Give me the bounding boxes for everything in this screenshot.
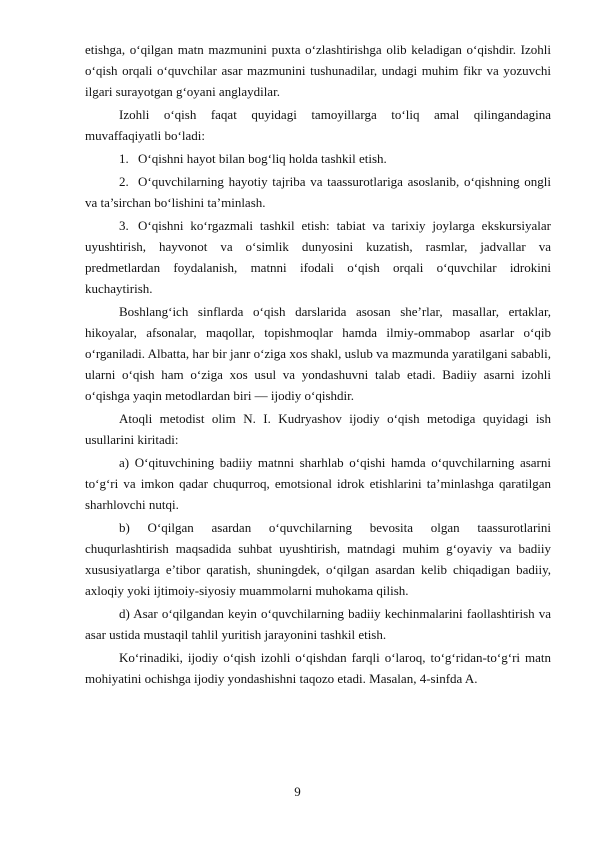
paragraph [85,647,551,689]
document-body [85,39,551,691]
list-item-b [85,517,551,601]
page-number: 9 [294,784,301,799]
paragraph-text: O‘qishni hayot bilan bog‘liq holda tashkil etish. [138,151,387,166]
paragraph-text: O‘quvchilarning hayotiy tajriba va taassurotlariga asoslanib, o‘qishning ongli va ta’sirchan bo‘lishini ta’minlash. [85,174,551,210]
paragraph-text: Boshlang‘ich sinflarda o‘qish darslarida asosan she’rlar, masallar, ertaklar, hikoyalar, afsonalar, maqollar, topishmoqlar hamda ilmiy-ommabop asarlar o‘qib o‘rganiladi. Albatta, har bir janr o‘ziga xos shakl, uslub va mazmunda yaratilgani sababli, ularni o‘qish ham o‘ziga xos usul va yondashuvni talab etadi. Badiiy asarni izohli o‘qishga yaqin metodlardan biri — ijodiy o‘qishdir. [85,304,551,403]
paragraph-text: d) Asar o‘qilgandan keyin o‘quvchilarning badiiy kechinmalarini faollashtirish va asar ustida mustaqil tahlil yuritish jarayonini tashkil etish. [85,606,551,642]
paragraph-text: a) O‘qituvchining badiiy matnni sharhlab o‘qishi hamda o‘quvchilarning asarni to‘g‘ri va imkon qadar chuqurroq, emotsional idrok etishlarini ta’minlashga qaratilgan sharhlovchi nutqi. [85,455,551,512]
numbered-item-3 [85,215,551,299]
item-number: 3. [119,218,129,233]
numbered-item-1 [85,148,551,169]
paragraph-text: Atoqli metodist olim N. I. Kudryashov ijodiy o‘qish metodiga quyidagi ish usullarini kiritadi: [85,411,551,447]
list-item-a [85,452,551,515]
item-number: 1. [119,151,129,166]
paragraph [85,104,551,146]
item-number: 2. [119,174,129,189]
paragraph-text: etishga, o‘qilgan matn mazmunini puxta o‘zlashtirishga olib keladigan o‘qishdir. Izohli o‘qish orqali o‘quvchilar asar mazmunini tushunadilar, undagi muhim fikr va yozuvchi ilgari surayotgan g‘oyani anglaydilar. [85,42,551,99]
paragraph [85,301,551,406]
paragraph-text: b) O‘qilgan asardan o‘quvchilarning bevosita olgan taassurotlarini chuqurlashtirish maqsadida suhbat uyushtirish, matndagi muhim g‘oyaviy va badiiy xususiyatlarga e’tibor qaratish, shuningdek, o‘qilgan asardan kelib chiqadigan badiiy, axloqiy yoki ijtimoiy-siyosiy muammolarni muhokama qilish. [85,520,551,598]
list-item-d [85,603,551,645]
paragraph-text: O‘qishni ko‘rgazmali tashkil etish: tabiat va tarixiy joylarga ekskursiyalar uyushtirish, hayvonot va o‘simlik dunyosini kuzatish, rasmlar, jadvallar va predmetlardan foydalanish, matnni ifodali o‘qish orqali o‘quvchilar idrokini kuchaytirish. [85,218,551,296]
paragraph-text: Izohli o‘qish faqat quyidagi tamoyillarga to‘liq amal qilingandagina muvaffaqiyatli bo‘ladi: [85,107,551,143]
paragraph [85,408,551,450]
paragraph-continuation [85,39,551,102]
numbered-item-2 [85,171,551,213]
paragraph-text: Ko‘rinadiki, ijodiy o‘qish izohli o‘qishdan farqli o‘laroq, to‘g‘ridan-to‘g‘ri matn mohiyatini ochishga ijodiy yondashishni taqozo etadi. Masalan, 4-sinfda A. [85,650,551,686]
